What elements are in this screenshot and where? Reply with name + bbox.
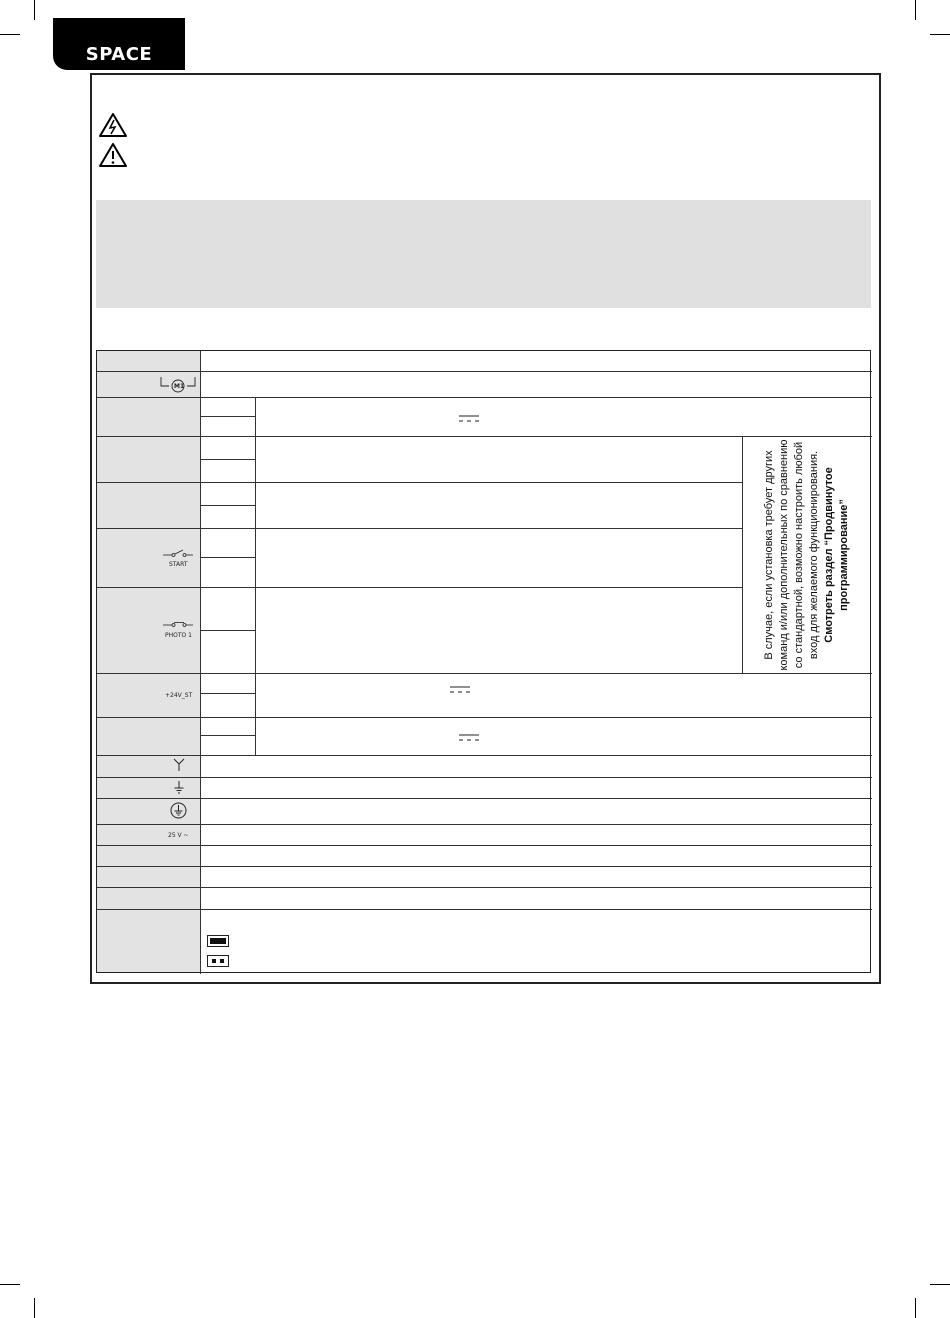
row-divider [97,371,872,372]
row-divider [97,887,872,888]
row-divider [97,909,872,910]
brand-tab [53,18,185,70]
general-warning-icon [98,142,128,168]
crop-mark [930,1284,950,1285]
dc-symbol-icon [458,733,480,742]
photo1-contact-icon [163,619,193,629]
terminal-table [96,350,871,973]
crop-mark [930,34,950,35]
row-divider [97,777,872,778]
crop-mark [915,0,916,20]
supply-25v-label: 25 V ~ [168,832,189,839]
row-divider [97,824,872,825]
row-divider [97,755,872,756]
row-divider [97,397,872,398]
start-contact-icon [163,548,193,558]
crop-mark [0,1284,20,1285]
column-divider [255,397,256,755]
sub-row-divider [200,416,255,417]
row-divider [97,717,872,718]
row-divider [97,798,872,799]
side-note [742,437,872,673]
sub-row-divider [200,735,255,736]
row-divider [97,482,742,483]
protective-earth-icon [170,802,187,819]
start-label: START [169,561,188,568]
jumper-closed-icon [207,935,229,947]
electric-shock-warning-icon [98,112,128,138]
row-divider [97,587,742,588]
sub-row-divider [200,557,255,558]
jumper-open-icon [207,955,229,967]
photo1-label: PHOTO 1 [165,632,192,639]
column-divider [200,351,201,974]
crop-mark [34,1298,35,1318]
sub-row-divider [200,630,255,631]
row-divider [97,866,872,867]
motor-label: M1 [174,383,185,390]
row-divider [97,673,872,674]
side-note-text-wrap [762,437,852,673]
dc-symbol-icon [449,685,471,694]
side-note-text: В случае, если установка требует других команд и/или дополнительных по сравнению со стандартной, возможно настроить любой вход для желаемого функционирования. [763,439,820,671]
row-divider [97,528,742,529]
ground-icon [173,780,185,794]
side-note-reference: Смотреть раздел “Продвинутое программирование” [823,467,850,643]
sub-row-divider [200,459,255,460]
supply-24v-label: +24V_ST [165,692,193,699]
crop-mark [0,34,20,35]
sub-row-divider [200,693,255,694]
brand-label: SPACE [85,44,153,65]
dc-symbol-icon [458,414,480,423]
antenna-icon [173,758,185,772]
terminal-column [97,351,200,972]
row-divider [97,845,872,846]
crop-mark [915,1298,916,1318]
crop-mark [34,0,35,20]
sub-row-divider [200,505,255,506]
note-box [96,200,871,308]
